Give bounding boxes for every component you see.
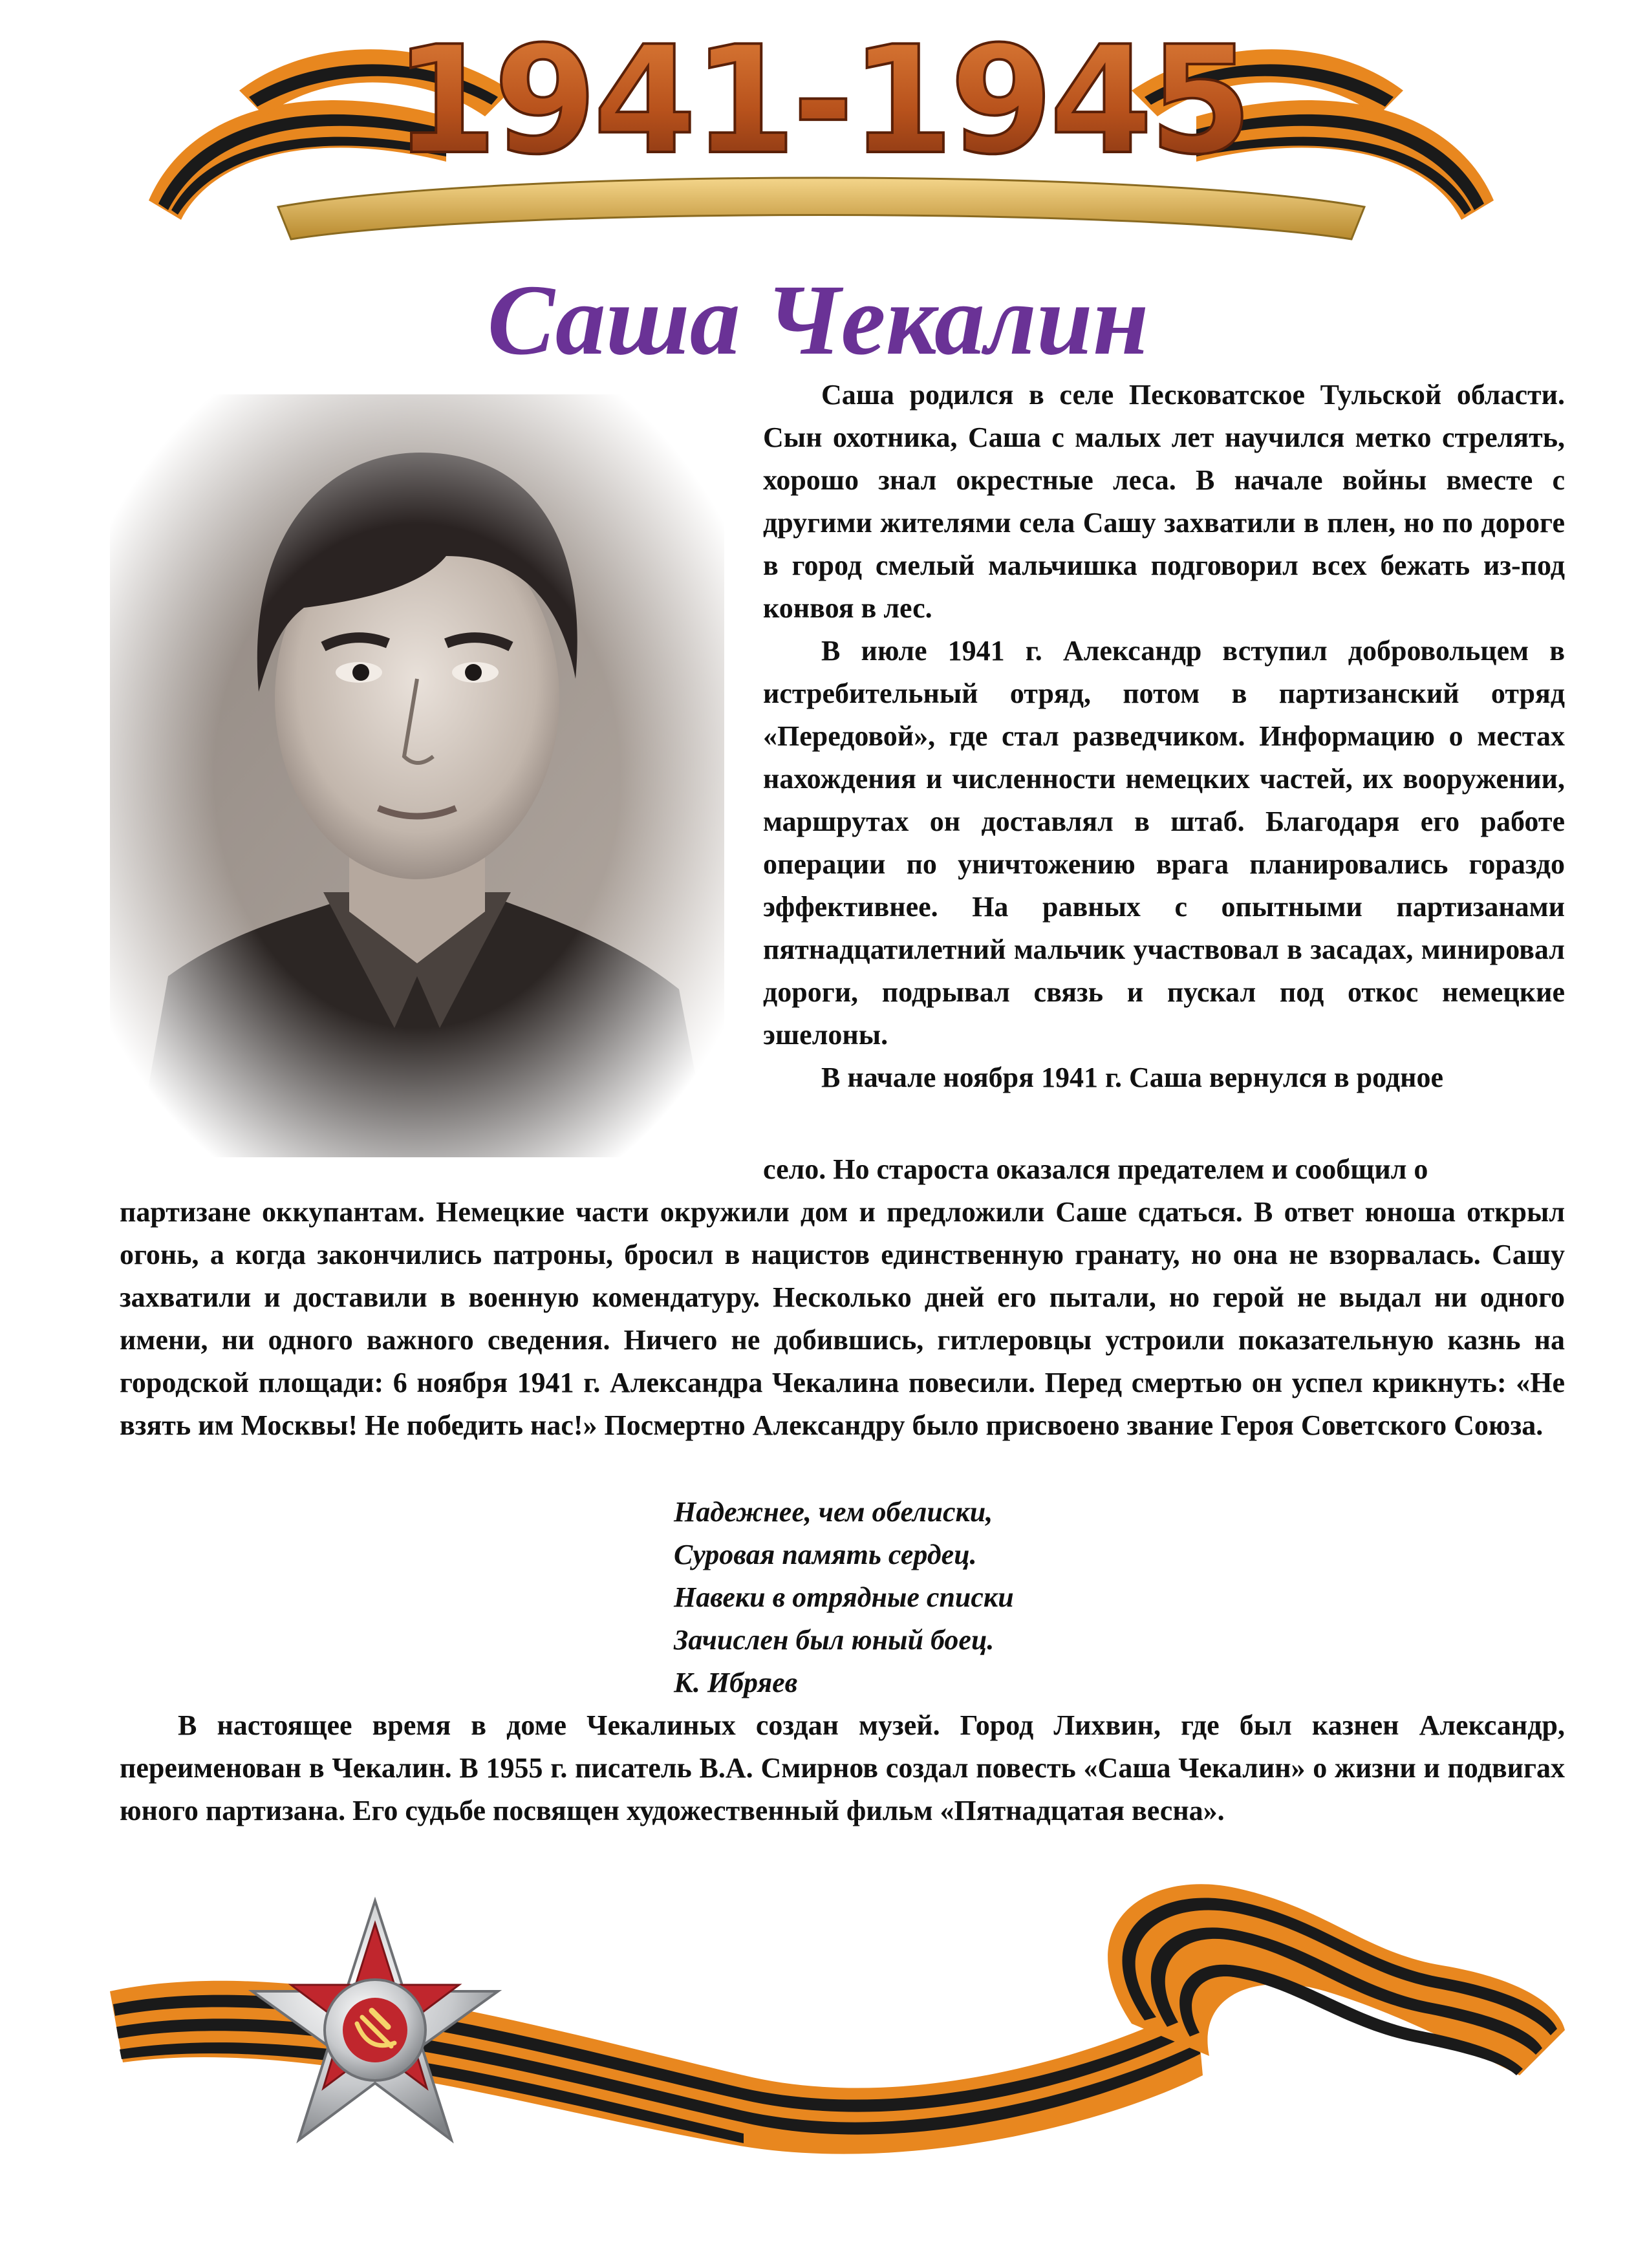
header-banner [110,13,1533,272]
poem-line: Зачислен был юный боец. [674,1624,995,1656]
biography-legacy [120,1704,1565,1832]
paragraph-museum: В настоящее время в доме Чекалиных создан музей. Город Лихвин, где был казнен Александр, переименован в Чекалин. В 1955 г. писатель В.А. Смирнов создал повесть «Саша Чекалин» о жизни и подвигах юного партизана. Его судьбе посвящен художественный фильм «Пятнадцатая весна». [120,1709,1565,1826]
paragraph-partisan: В июле 1941 г. Александр вступил добровольцем в истребительный отряд, потом в партизанский отряд «Передовой», где стал разведчиком. Информацию о местах нахождения и численности немецких частей, их вооружении, маршрутах он доставлял в штаб. Благодаря его работе операции по уничтожению врага планировались гораздо эффективнее. На равных с опытными партизанами пятнадцатилетний мальчик участвовал в засадах, минировал дороги, подрывал связь и пускал под откос немецкие эшелоны. [763,635,1565,1051]
poem [674,1491,1320,1704]
footer-st-george-ribbon [97,1862,1571,2224]
page-title: Саша Чекалин [487,264,1149,376]
poem-line: Надежнее, чем обелиски, [674,1496,993,1528]
paragraph-birth: Саша родился в селе Песковатское Тульской области. Сын охотника, Саша с малых лет научился метко стрелять, хорошо знал окрестные леса. В начале войны вместе с другими жителями села Сашу захватили в плен, но по дороге в город смелый мальчишка подговорил всех бежать из-под конвоя в лес. [763,379,1565,624]
biography-capture [120,1148,1565,1447]
poem-line: Суровая память сердец. [674,1539,977,1570]
portrait-photo [110,394,724,1157]
years-heading: 1941-1945 [394,15,1249,187]
paragraph-november-rest: партизане оккупантам. Немецкие части окружили дом и предложили Саше сдаться. В ответ юноша открыл огонь, а когда закончились патроны, бросил в нацистов единственную гранату, но она не взорвалась. Сашу захватили и доставили в военную комендатуру. Несколько дней его пытали, но герой не выдал ни одного имени, ни одного важного сведения. Ничего не добившись, гитлеровцы устроили показательную казнь на городской площади: 6 ноября 1941 г. Александра Чекалина повесили. Перед смертью он успел крикнуть: «Не взять им Москвы! Не победить нас!» Посмертно Александру было присвоено звание Героя Советского Союза. [120,1196,1565,1441]
poem-line: Навеки в отрядные списки [674,1581,1014,1613]
paragraph-november-line2: село. Но староста оказался предателем и сообщил о [763,1153,1428,1185]
paragraph-november-start: В начале ноября 1941 г. Саша вернулся в родное [821,1062,1444,1093]
poem-author: К. Ибряев [674,1667,798,1698]
biography-intro [763,374,1565,1099]
